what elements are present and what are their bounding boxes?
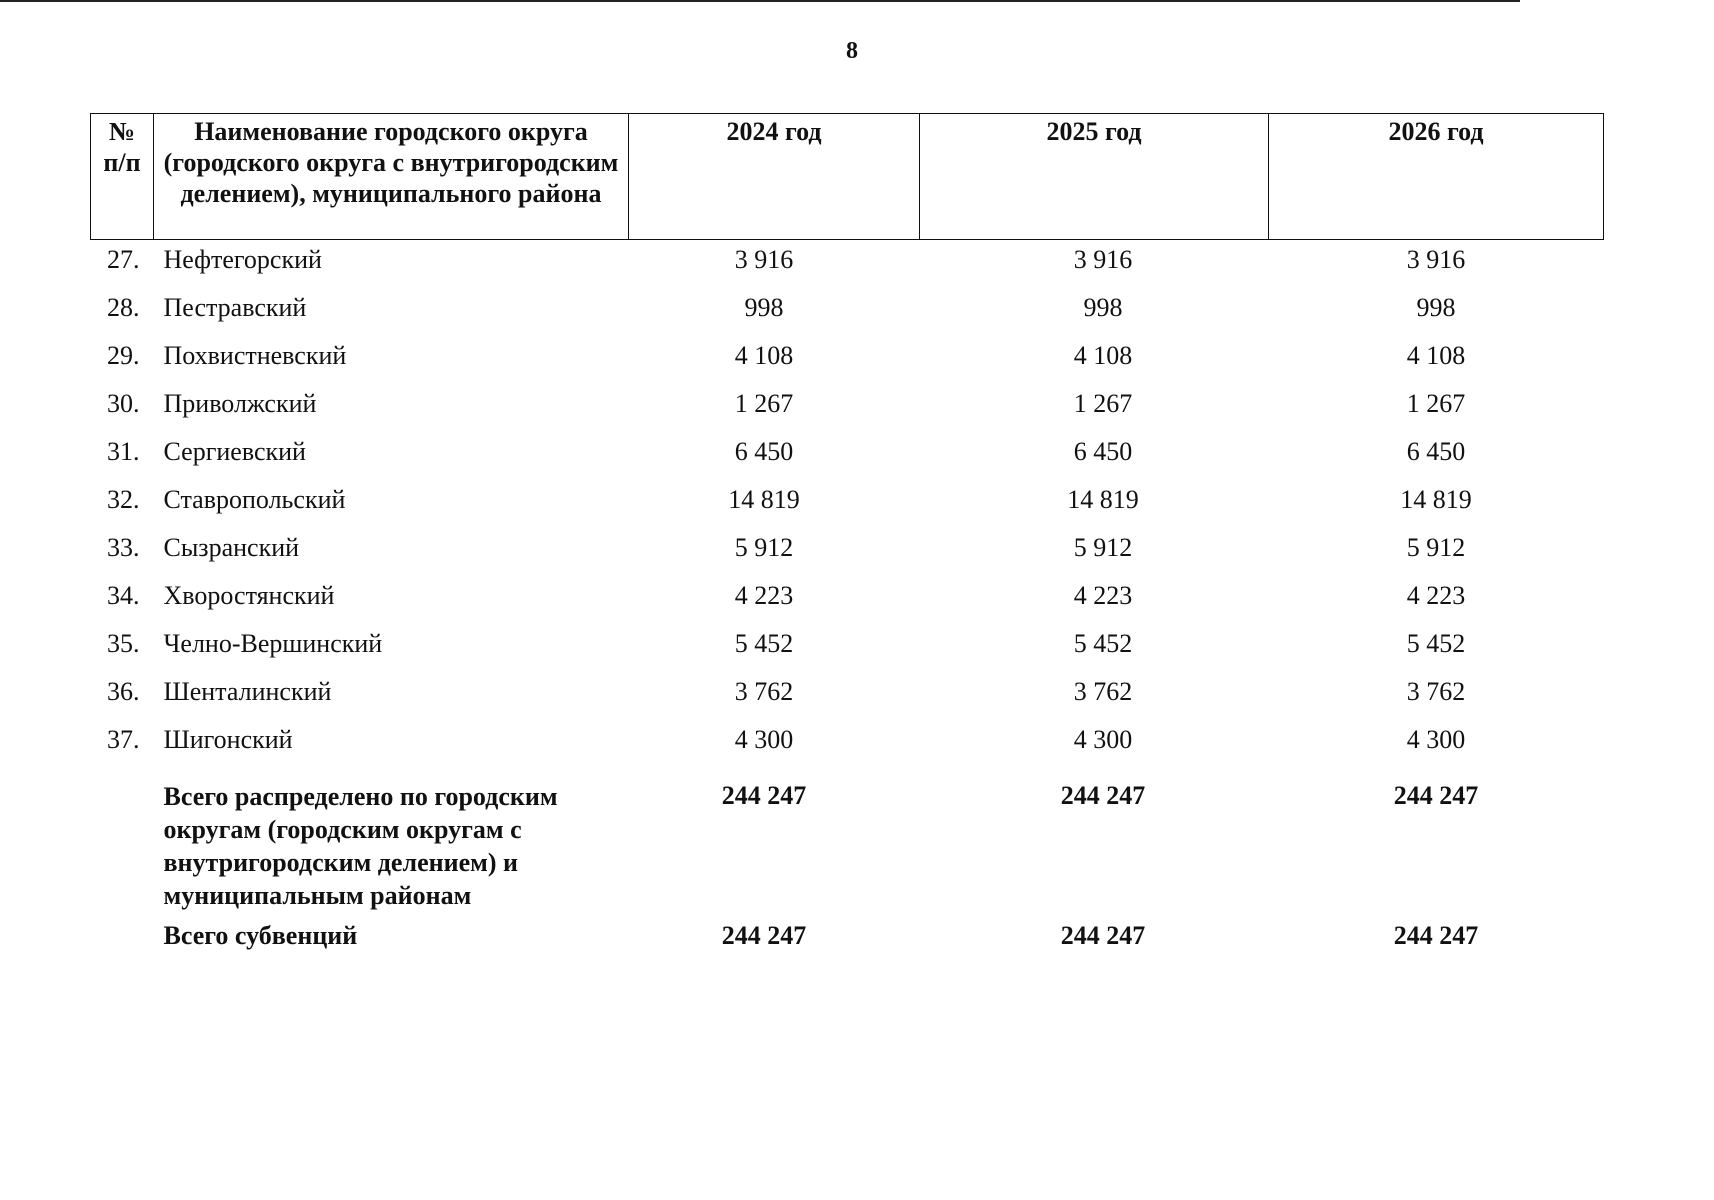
table-row [91, 432, 1604, 480]
total-subventions-2024: 244 247 [721, 921, 807, 950]
row-value-2025: 3 762 [1073, 677, 1133, 706]
row-value-2025: 6 450 [1073, 437, 1133, 466]
row-value-2026: 4 300 [1406, 725, 1466, 754]
row-number: 27. [107, 245, 140, 274]
row-value-2024: 6 450 [734, 437, 794, 466]
row-value-2026: 1 267 [1406, 389, 1466, 418]
row-district-name: Нефтегорский [163, 245, 322, 274]
header-num: № п/п [91, 114, 154, 240]
total-subventions-2025: 244 247 [1060, 921, 1146, 950]
row-district-name: Шенталинский [163, 677, 332, 706]
table-row [91, 288, 1604, 336]
row-value-2026: 6 450 [1406, 437, 1466, 466]
row-value-2025: 3 916 [1073, 245, 1133, 274]
row-value-2026: 4 223 [1406, 581, 1466, 610]
row-value-2025: 14 819 [1067, 485, 1139, 514]
row-district-name: Челно-Вершинский [163, 629, 383, 658]
row-number: 37. [107, 725, 140, 754]
row-value-2026: 5 912 [1406, 533, 1466, 562]
row-district-name: Похвистневский [163, 341, 347, 370]
row-value-2024: 4 300 [734, 725, 794, 754]
row-value-2024: 5 452 [734, 629, 794, 658]
table-header-row [91, 114, 1604, 240]
table-row [91, 576, 1604, 624]
row-district-name: Хворостянский [163, 581, 335, 610]
total-subventions-row [91, 912, 1604, 952]
row-value-2026: 998 [1416, 293, 1456, 322]
row-number: 31. [107, 437, 140, 466]
row-district-name: Сергиевский [163, 437, 306, 466]
row-value-2025: 4 223 [1073, 581, 1133, 610]
row-value-2024: 4 108 [734, 341, 794, 370]
table-row [91, 528, 1604, 576]
row-number: 33. [107, 533, 140, 562]
total-distributed-num [91, 768, 154, 912]
row-value-2025: 5 912 [1073, 533, 1133, 562]
total-subventions-num [91, 912, 154, 952]
row-value-2024: 3 762 [734, 677, 794, 706]
row-value-2024: 4 223 [734, 581, 794, 610]
total-subventions-2026: 244 247 [1393, 921, 1479, 950]
row-value-2026: 5 452 [1406, 629, 1466, 658]
total-distributed-2025: 244 247 [1060, 781, 1146, 810]
row-value-2025: 4 300 [1073, 725, 1133, 754]
row-value-2025: 4 108 [1073, 341, 1133, 370]
header-2026: 2026 год [1269, 114, 1604, 240]
row-number: 36. [107, 677, 140, 706]
row-district-name: Пестравский [163, 293, 307, 322]
row-value-2025: 5 452 [1073, 629, 1133, 658]
row-number: 28. [107, 293, 140, 322]
row-value-2025: 998 [1083, 293, 1123, 322]
row-value-2024: 1 267 [734, 389, 794, 418]
row-value-2025: 1 267 [1073, 389, 1133, 418]
row-value-2026: 3 762 [1406, 677, 1466, 706]
row-number: 32. [107, 485, 140, 514]
row-value-2024: 3 916 [734, 245, 794, 274]
row-number: 35. [107, 629, 140, 658]
row-district-name: Шигонский [163, 725, 293, 754]
row-district-name: Ставропольский [163, 485, 346, 514]
table-row [91, 384, 1604, 432]
row-district-name: Приволжский [163, 389, 317, 418]
total-distributed-label: Всего распределено по городским округам (городским округам с внутригородским делением) и муниципальным районам [163, 782, 558, 910]
row-number: 30. [107, 389, 140, 418]
total-distributed-2026: 244 247 [1393, 781, 1479, 810]
table-row [91, 624, 1604, 672]
table-body [91, 240, 1604, 953]
table-row [91, 720, 1604, 768]
total-distributed-2024: 244 247 [721, 781, 807, 810]
table-row [91, 336, 1604, 384]
row-number: 34. [107, 581, 140, 610]
row-district-name: Сызранский [163, 533, 300, 562]
table-row [91, 480, 1604, 528]
row-number: 29. [107, 341, 140, 370]
row-value-2024: 5 912 [734, 533, 794, 562]
subvention-table [90, 113, 1604, 952]
row-value-2026: 3 916 [1406, 245, 1466, 274]
total-subventions-label: Всего субвенций [163, 921, 358, 950]
row-value-2024: 14 819 [728, 485, 800, 514]
total-distributed-row [91, 768, 1604, 912]
header-name: Наименование городского округа (городского округа с внутригородским делением), муниципального района [154, 114, 629, 240]
header-2024: 2024 год [629, 114, 920, 240]
table-row [91, 672, 1604, 720]
row-value-2026: 14 819 [1400, 485, 1472, 514]
row-value-2024: 998 [744, 293, 784, 322]
row-value-2026: 4 108 [1406, 341, 1466, 370]
header-2025: 2025 год [920, 114, 1269, 240]
page-number: 8 [846, 38, 858, 64]
table-row [91, 240, 1604, 289]
page-top-edge [0, 0, 1520, 2]
